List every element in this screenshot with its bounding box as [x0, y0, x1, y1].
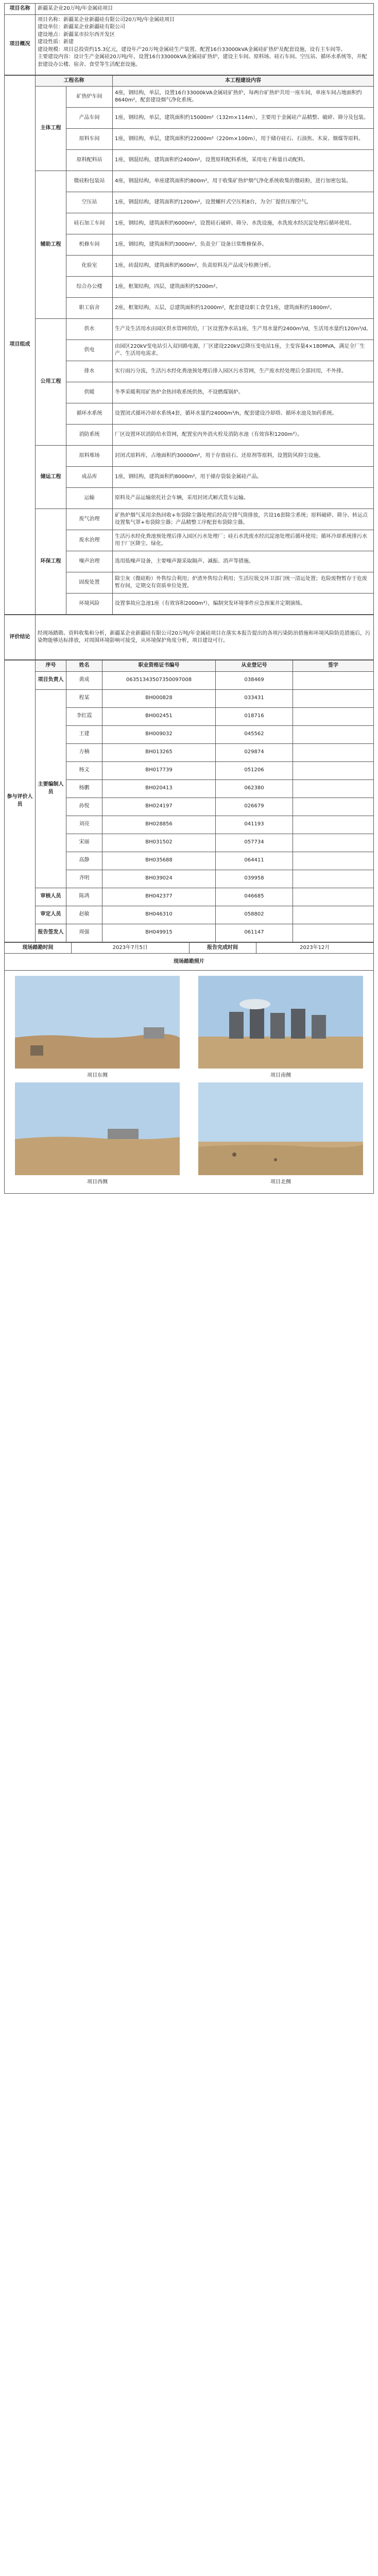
personnel-col-index: 序号 [36, 660, 66, 672]
scope-item-content: 实行雨污分流，生活污水经化粪池预处理后排入园区污水管网，生产废水经处理后全部回用，不外排。 [113, 361, 374, 382]
personnel-signature [293, 707, 374, 725]
personnel-reg: 062380 [216, 779, 293, 798]
scope-item-content: 1座，钢结构，建筑面积约3000m²，负责全厂设备日常维修保养。 [113, 234, 374, 256]
scope-row [5, 87, 374, 108]
scope-item-name: 环境风险 [66, 594, 113, 615]
personnel-name: 高静 [66, 852, 102, 870]
scope-item-name: 运输 [66, 488, 113, 509]
personnel-signature [293, 870, 374, 888]
scope-item-content: 除尘灰（微硅粉）外售综合利用；炉渣外售综合利用；生活垃圾交环卫部门统一清运处置；危险废物暂存于危废暂存间，定期交有资质单位处置。 [113, 572, 374, 594]
personnel-signature [293, 852, 374, 870]
personnel-signature [293, 743, 374, 761]
personnel-reg: 061147 [216, 924, 293, 942]
personnel-cert: BH017739 [102, 761, 216, 779]
personnel-reg: 064411 [216, 852, 293, 870]
personnel-reg: 041193 [216, 816, 293, 834]
scope-item-name: 供水 [66, 319, 113, 340]
personnel-table [4, 660, 374, 942]
scope-item-name: 微硅粉包装站 [66, 171, 113, 192]
scope-item-content: 厂区设置环状消防给水管网，配置室内外消火栓及消防水池（有效容积1200m³）。 [113, 425, 374, 446]
photo-caption: 项目南侧 [270, 1073, 291, 1078]
scope-item-content: 生活污水经化粪池预处理后排入园区污水处理厂；硅石水洗废水经沉淀池处理后循环使用；循环冷却系统排污水用于厂区降尘、绿化。 [113, 530, 374, 551]
personnel-name: 齐明 [66, 870, 102, 888]
site-photo-icon [198, 976, 363, 1069]
scope-item-content: 4座，钢混结构，单座建筑面积约800m²，用于收集矿热炉烟气净化系统收集的微硅粉，进行加密包装。 [113, 171, 374, 192]
personnel-reg: 057734 [216, 834, 293, 852]
scope-item-name: 化验室 [66, 256, 113, 277]
scope-item-name: 循环水系统 [66, 403, 113, 425]
scope-item-name: 原料车间 [66, 129, 113, 150]
scope-row [5, 171, 374, 192]
personnel-cert: BH013265 [102, 743, 216, 761]
site-photo-east [15, 976, 180, 1078]
scope-item-content: 2座，框架结构，五层，总建筑面积约12000m²，配套建设职工食堂1座，建筑面积约1800m²。 [113, 298, 374, 319]
scope-item-name: 产品车间 [66, 108, 113, 129]
personnel-reg: 045562 [216, 725, 293, 743]
conclusion-label: 评价结论 [5, 615, 36, 660]
personnel-cert: BH024197 [102, 798, 216, 816]
report-date-value: 2023年12月 [256, 942, 374, 954]
personnel-name: 宋丽 [66, 834, 102, 852]
personnel-row [5, 671, 374, 689]
personnel-name: 程某 [66, 689, 102, 707]
photo-caption: 项目北侧 [270, 1179, 291, 1185]
scope-item-content: 1座，钢结构，建筑面积约8000m²，用于储存袋装金属硅产品。 [113, 467, 374, 488]
project-name-value: 新疆某企业20万吨/年金属硅项目 [36, 4, 374, 15]
conclusion-text: 经现场踏勘、资料收集和分析，新疆某企业新疆硅有限公司20万吨/年金属硅项目在落实本报告提出的各项污染防治措施和环境风险防范措施后，污染物能够达标排放，对周围环境影响可接受，从环境保护角度分析，项目建设可行。 [36, 615, 374, 660]
project-info-label: 项目概况 [5, 14, 36, 75]
personnel-name: 方楠 [66, 743, 102, 761]
personnel-signature [293, 761, 374, 779]
scope-item-name: 排水 [66, 361, 113, 382]
scope-row [5, 509, 374, 530]
scope-group: 主体工程 [36, 87, 66, 171]
personnel-col-cert: 职业资格证书编号 [102, 660, 216, 672]
scope-item-content: 冬季采暖利用矿热炉余热回收系统供热，不设燃煤锅炉。 [113, 382, 374, 403]
personnel-signature [293, 816, 374, 834]
scope-item-name: 硅石加工车间 [66, 213, 113, 234]
personnel-row [5, 689, 374, 707]
personnel-cert: 06351343507350097008 [102, 671, 216, 689]
personnel-row [5, 924, 374, 942]
personnel-name: 赵敏 [66, 906, 102, 924]
personnel-signature [293, 888, 374, 906]
survey-date-value: 2023年7月5日 [72, 942, 190, 954]
personnel-row [5, 888, 374, 906]
scope-item-name: 供暖 [66, 382, 113, 403]
personnel-reg: 026679 [216, 798, 293, 816]
project-info-text: 项目名称：新疆某企业新疆硅有限公司20万吨/年金属硅项目 建设单位：新疆某企业新疆硅有限公司 建设地点：新疆某市拉尔西开发区 建设性质：新建 建设规模：项目总投资约15.3亿元，建设年产20万吨金属硅生产装置。配置16台33000kVA金属硅矿热炉及配套设施，设有主车间等。 主要建设内容：设计生产金属硅20万吨/年，设置16台33000kVA金属硅矿热炉，建设主车间、原料场、硅石车间、空压站、循环水系统等，并配套建设办公楼、宿舍、食堂等生活配套设施。 [36, 14, 374, 75]
scope-item-name: 废水治理 [66, 530, 113, 551]
scope-item-content: 设置闭式循环冷却水系统4套，循环水量约24000m³/h，配套建设冷却塔、循环水池及加药系统。 [113, 403, 374, 425]
scope-row [5, 446, 374, 467]
scope-item-content: 1座，钢结构，单层，建筑面积约22000m²（220m×100m），用于储存硅石、石油焦、木炭、烟煤等原料。 [113, 129, 374, 150]
personnel-reg: 029874 [216, 743, 293, 761]
photos-label: 现场踏勘照片 [5, 954, 374, 971]
scope-item-name: 空压站 [66, 192, 113, 213]
survey-date-label: 现场踏勘时间 [5, 942, 72, 954]
personnel-col-sign: 签字 [293, 660, 374, 672]
scope-item-name: 成品库 [66, 467, 113, 488]
personnel-signature [293, 834, 374, 852]
personnel-col-name: 姓名 [66, 660, 102, 672]
scope-col-content: 本工程建设内容 [113, 75, 374, 87]
personnel-role: 报告签发人 [36, 924, 66, 942]
scope-item-name: 废气治理 [66, 509, 113, 530]
scope-item-name: 矿热炉车间 [66, 87, 113, 108]
scope-table [4, 75, 374, 615]
scope-item-name: 供电 [66, 340, 113, 361]
site-photo-icon [15, 1082, 180, 1175]
personnel-cert: BH000828 [102, 689, 216, 707]
scope-item-name: 原料堆场 [66, 446, 113, 467]
personnel-name: 孙悦 [66, 798, 102, 816]
scope-item-content: 1座，钢混结构，建筑面积约2400m²，设置原料配料系统，采用电子称量自动配料。 [113, 150, 374, 171]
scope-item-content: 4座，钢结构，单层，设置16台33000kVA金属硅矿热炉，每两台矿热炉共用一座车间，单座车间占地面积约8640m²，配套建设烟气净化系统。 [113, 87, 374, 108]
scope-item-content: 1座，砖混结构，建筑面积约600m²，负责原料及产品成分检测分析。 [113, 256, 374, 277]
report-date-label: 报告完成时间 [189, 942, 256, 954]
scope-item-name: 固废处置 [66, 572, 113, 594]
personnel-cert: BH039024 [102, 870, 216, 888]
scope-item-content: 生产及生活用水由园区供水管网供给，厂区设置净水站1座，生产用水量约2400m³/d，生活用水量约120m³/d。 [113, 319, 374, 340]
scope-item-name: 消防系统 [66, 425, 113, 446]
personnel-col-reg: 从业登记号 [216, 660, 293, 672]
dates-table [4, 942, 374, 971]
scope-group: 辅助工程 [36, 171, 66, 319]
scope-item-content: 由园区220kV变电站引入双回路电源，厂区建设220kV总降压变电站1座，主变容量4×180MVA，满足全厂生产、生活用电需求。 [113, 340, 374, 361]
scope-item-name: 综合办公楼 [66, 277, 113, 298]
personnel-reg: 039958 [216, 870, 293, 888]
personnel-name: 周强 [66, 924, 102, 942]
personnel-name: 杨鹏 [66, 779, 102, 798]
site-photo-icon [15, 976, 180, 1069]
personnel-role: 项目负责人 [36, 671, 66, 689]
scope-row [5, 319, 374, 340]
scope-item-content: 设置事故应急池1座（有效容积2000m³），编制突发环境事件应急预案并定期演练。 [113, 594, 374, 615]
scope-item-content: 封闭式原料库，占地面积约30000m²，用于存放硅石、还原剂等原料，设置防风抑尘设施。 [113, 446, 374, 467]
personnel-reg: 046685 [216, 888, 293, 906]
personnel-cert: BH020413 [102, 779, 216, 798]
site-photo-south [198, 976, 363, 1078]
scope-group: 公用工程 [36, 319, 66, 446]
personnel-signature [293, 689, 374, 707]
personnel-reg: 051206 [216, 761, 293, 779]
personnel-role: 审定人员 [36, 906, 66, 924]
personnel-role: 审核人员 [36, 888, 66, 906]
personnel-signature [293, 924, 374, 942]
personnel-reg: 018716 [216, 707, 293, 725]
personnel-cert: BH009032 [102, 725, 216, 743]
personnel-label: 参与评价人员 [5, 660, 36, 942]
personnel-reg: 058802 [216, 906, 293, 924]
personnel-row [5, 906, 374, 924]
personnel-cert: BH042377 [102, 888, 216, 906]
scope-item-name: 职工宿舍 [66, 298, 113, 319]
scope-label: 项目组成 [5, 75, 36, 615]
report-page [4, 3, 374, 1194]
project-header-table [4, 3, 374, 75]
personnel-name: 陈鸿 [66, 888, 102, 906]
personnel-role: 主要编制人员 [36, 689, 66, 888]
personnel-cert: BH028856 [102, 816, 216, 834]
personnel-name: 李红霞 [66, 707, 102, 725]
photo-caption: 项目西侧 [87, 1179, 108, 1185]
scope-item-name: 机修车间 [66, 234, 113, 256]
scope-item-content: 1座，钢结构，建筑面积约6000m²，设置硅石破碎、筛分、水洗设施，水洗废水经沉淀处理后循环使用。 [113, 213, 374, 234]
personnel-reg: 038469 [216, 671, 293, 689]
photos-section [4, 971, 374, 1194]
personnel-signature [293, 798, 374, 816]
scope-item-content: 原料及产品运输依托社会车辆，采用封闭式厢式货车运输。 [113, 488, 374, 509]
scope-group: 环保工程 [36, 509, 66, 615]
personnel-name: 黄成 [66, 671, 102, 689]
personnel-name: 刘亮 [66, 816, 102, 834]
site-photo-icon [198, 1082, 363, 1175]
scope-item-content: 选用低噪声设备，主要噪声源采取隔声、减振、消声等措施。 [113, 551, 374, 572]
conclusion-table [4, 615, 374, 660]
photo-caption: 项目东侧 [87, 1073, 108, 1078]
site-photo-west [15, 1082, 180, 1185]
personnel-name: 杨文 [66, 761, 102, 779]
personnel-signature [293, 671, 374, 689]
personnel-signature [293, 906, 374, 924]
personnel-reg: 033431 [216, 689, 293, 707]
personnel-cert: BH002451 [102, 707, 216, 725]
personnel-cert: BH035688 [102, 852, 216, 870]
scope-col-name: 工程名称 [36, 75, 113, 87]
personnel-signature [293, 725, 374, 743]
scope-item-content: 1座，钢结构，单层，建筑面积约15000m²（132m×114m），主要用于金属硅产品精整、破碎、筛分及包装。 [113, 108, 374, 129]
personnel-name: 王建 [66, 725, 102, 743]
scope-item-content: 1座，钢混结构，建筑面积约1200m²，设置螺杆式空压机8台，为全厂提供压缩空气。 [113, 192, 374, 213]
site-photo-north [198, 1082, 363, 1185]
personnel-cert: BH049915 [102, 924, 216, 942]
scope-item-content: 1座，框架结构，四层，建筑面积约5200m²。 [113, 277, 374, 298]
personnel-cert: BH031502 [102, 834, 216, 852]
scope-item-name: 原料配料站 [66, 150, 113, 171]
personnel-signature [293, 779, 374, 798]
scope-item-name: 噪声治理 [66, 551, 113, 572]
project-name-label: 项目名称 [5, 4, 36, 15]
personnel-cert: BH046310 [102, 906, 216, 924]
scope-item-content: 矿热炉烟气采用余热回收+布袋除尘器处理后经高空排气筒排放，共设16套除尘系统；原料破碎、筛分、转运点设置集气罩+布袋除尘器；产品精整工序配套布袋除尘器。 [113, 509, 374, 530]
scope-group: 储运工程 [36, 446, 66, 509]
